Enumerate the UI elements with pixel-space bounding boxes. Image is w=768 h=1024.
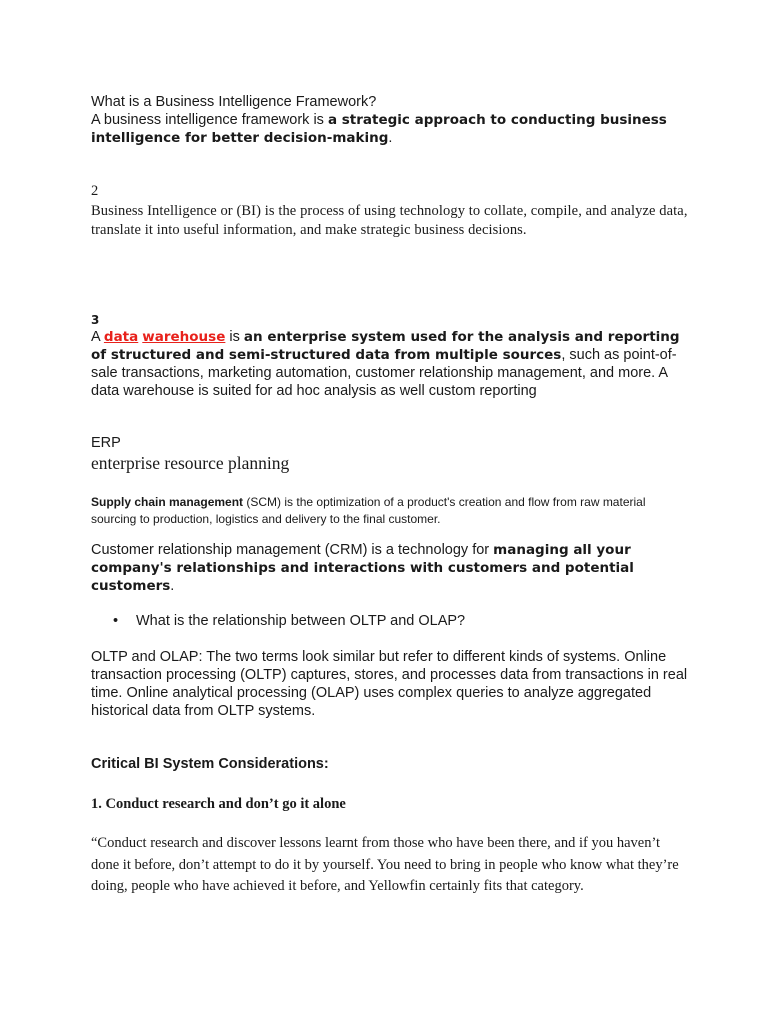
data-warehouse-definition: an enterprise system used for the analysis and reporting of structured and semi-structured data from multiple sources [91, 329, 680, 363]
consideration-1 [91, 795, 691, 813]
section-3-text: A data warehouse is an enterprise system used for the analysis and reporting of structured and semi-structured data from multiple sources, such as point-of-sale transactions, marketing automation, customer relationship management, and more. A data warehouse is suited for ad hoc analysis as well custom reporting [91, 329, 680, 399]
scm-text: Supply chain management (SCM) is the optimization of a product's creation and flow from raw material sourcing to production, logistics and delivery to the final customer. [91, 495, 646, 526]
section-2-text: Business Intelligence or (BI) is the process of using technology to collate, compile, and analyze data, translate it into useful information, and make strategic business decisions. [91, 202, 688, 238]
section-3 [91, 312, 691, 400]
section-3-number: 3 [91, 313, 100, 327]
bullet-text: What is the relationship between OLTP and OLAP? [136, 613, 466, 629]
erp-section [91, 434, 691, 475]
link-data[interactable]: data [103, 329, 139, 345]
bi-framework-answer: A business intelligence framework is a strategic approach to conducting business intelligence for better decision-making. [91, 112, 667, 146]
list-item [91, 612, 691, 630]
considerations-section [91, 755, 691, 773]
erp-full: enterprise resource planning [91, 453, 290, 473]
bi-framework-question: What is a Business Intelligence Framework? [91, 94, 377, 110]
crm-definition: managing all your company's relationships and interactions with customers and potential customers [91, 542, 634, 594]
bi-framework-section [91, 93, 691, 147]
link-warehouse[interactable]: warehouse [142, 329, 226, 345]
crm-text: Customer relationship management (CRM) is a technology for managing all your company's relationships and interactions with customers and potential customers. [91, 542, 634, 594]
scm-term: Supply chain management [91, 495, 244, 509]
considerations-heading: Critical BI System Considerations: [91, 756, 329, 772]
scm-section [91, 494, 691, 527]
erp-abbr: ERP [91, 435, 121, 451]
oltp-section [91, 648, 691, 720]
crm-section [91, 541, 691, 595]
bullet-symbol: • [113, 613, 119, 629]
consideration-1-quote-block [91, 833, 691, 898]
section-2 [91, 182, 691, 241]
bi-framework-definition: a strategic approach to conducting business intelligence for better decision-making [91, 112, 667, 146]
bullet-list [91, 612, 691, 630]
consideration-1-heading: 1. Conduct research and don’t go it alone [91, 796, 346, 812]
oltp-text: OLTP and OLAP: The two terms look similar but refer to different kinds of systems. Online transaction processing (OLTP) captures, stores, and processes data from transactions in real time. Online analytical processing (OLAP) uses complex queries to analyze aggregated historical data from OLTP systems. [91, 649, 688, 719]
section-2-number: 2 [91, 183, 99, 199]
consideration-1-quote: “Conduct research and discover lessons learnt from those who have been there, and if you haven’t done it before, don’t attempt to do it by yourself. You need to bring in people who know what they’re doing, people who have achieved it before, and Yellowfin certainly fits that category. [91, 835, 679, 894]
